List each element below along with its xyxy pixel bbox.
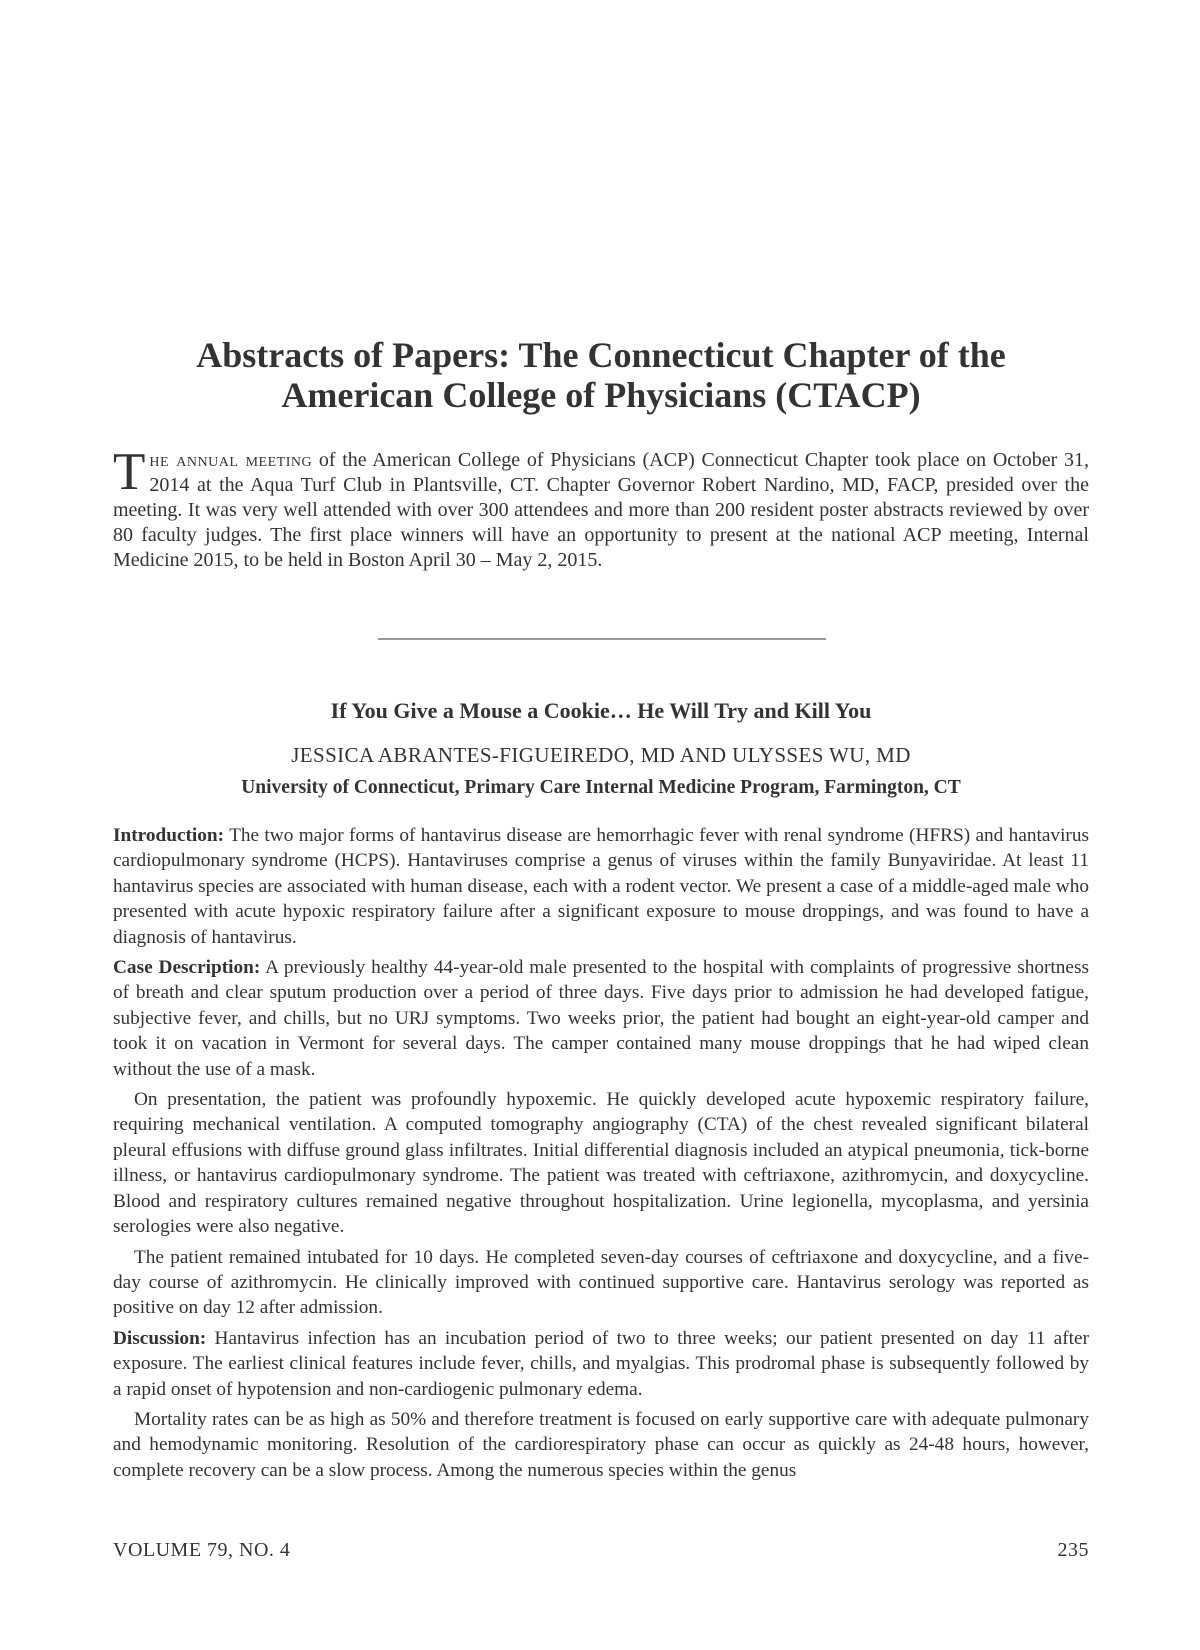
- discussion-label: Discussion:: [113, 1327, 207, 1349]
- intro-text: of the American College of Physicians (ACP) Connecticut Chapter took place on October 31, 2014 at the Aqua Turf Club in Plantsville, CT. Chapter Governor Robert Nardino, MD, FACP, presided over the meeting. It was very well attended with over 300 attendees and more than 200 resident poster abstracts reviewed by over 80 faculty judges. The first place winners will have an opportunity to present at the national ACP meeting, Internal Medicine 2015, to be held in Boston April 30 – May 2, 2015.: [113, 449, 1089, 571]
- case-paragraph-2: On presentation, the patient was profoundly hypoxemic. He quickly developed acute hypoxemic respiratory failure, requiring mechanical ventilation. A computed tomography angiography (CTA) of the chest revealed significant bilateral pleural effusions with diffuse ground glass infiltrates. Initial differential diagnosis included an atypical pneumonia, tick-borne illness, or hantavirus cardiopulmonary syndrome. The patient was treated with ceftriaxone, azithromycin, and doxycycline. Blood and respiratory cultures remained negative throughout hospitalization. Urine legionella, mycoplasma, and yersinia serologies were also negative.: [113, 1089, 1089, 1238]
- case-description-text: A previously healthy 44-year-old male presented to the hospital with complaints of progressive shortness of breath and clear sputum production over a period of three days. Five days prior to admission he had developed fatigue, subjective fever, and chills, but no URJ symptoms. Two weeks prior, the patient had bought an eight-year-old camper and took it on vacation in Vermont for several days. The camper contained many mouse droppings that he had wiped clean without the use of a mask.: [113, 957, 1089, 1080]
- article-authors: JESSICA ABRANTES-FIGUEIREDO, MD AND ULYSSES WU, MD: [291, 743, 911, 767]
- title-line-1: Abstracts of Papers: The Connecticut Chapter of the: [196, 335, 1006, 375]
- section-divider: [378, 638, 826, 640]
- footer-page-number: 235: [1057, 1539, 1089, 1561]
- case-description-label: Case Description:: [113, 957, 261, 979]
- title-line-2: American College of Physicians (CTACP): [281, 375, 921, 415]
- drop-cap: T: [113, 443, 146, 501]
- introduction-text: The two major forms of hantavirus disease are hemorrhagic fever with renal syndrome (HFRS) and hantavirus cardiopulmonary syndrome (HCPS). Hantaviruses comprise a genus of viruses within the family Bunyaviridae. At least 11 hantavirus species are associated with human disease, each with a rodent vector. We present a case of a middle-aged male who presented with acute hypoxic respiratory failure after a significant exposure to mouse droppings, and was found to have a diagnosis of hantavirus.: [113, 825, 1089, 948]
- case-description-paragraph: [113, 955, 1089, 1082]
- discussion-text: Hantavirus infection has an incubation period of two to three weeks; our patient presented on day 11 after exposure. The earliest clinical features include fever, chills, and myalgias. This prodromal phase is subsequently followed by a rapid onset of hypotension and non-cardiogenic pulmonary edema.: [113, 1327, 1089, 1400]
- page-title: [113, 335, 1089, 415]
- article-title: If You Give a Mouse a Cookie… He Will Try and Kill You: [330, 698, 872, 723]
- introduction-paragraph: [113, 823, 1089, 950]
- article-affiliation: University of Connecticut, Primary Care Internal Medicine Program, Farmington, CT: [241, 777, 961, 798]
- case-paragraph-3: The patient remained intubated for 10 days. He completed seven-day courses of ceftriaxone and doxycycline, and a five-day course of azithromycin. He clinically improved with continued supportive care. Hantavirus serology was reported as positive on day 12 after admission.: [113, 1246, 1089, 1319]
- discussion-paragraph-2: Mortality rates can be as high as 50% and therefore treatment is focused on early supportive care with adequate pulmonary and hemodynamic monitoring. Resolution of the cardiorespiratory phase can occur as quickly as 24-48 hours, however, complete recovery can be a slow process. Among the numerous species within the genus: [113, 1408, 1089, 1481]
- intro-paragraph: [113, 443, 1089, 573]
- discussion-paragraph: [113, 1326, 1089, 1402]
- introduction-label: Introduction:: [113, 825, 225, 846]
- footer-volume: VOLUME 79, NO. 4: [113, 1539, 291, 1561]
- intro-smallcaps-lead: he annual meeting: [149, 449, 313, 471]
- article-body: [113, 823, 1089, 1488]
